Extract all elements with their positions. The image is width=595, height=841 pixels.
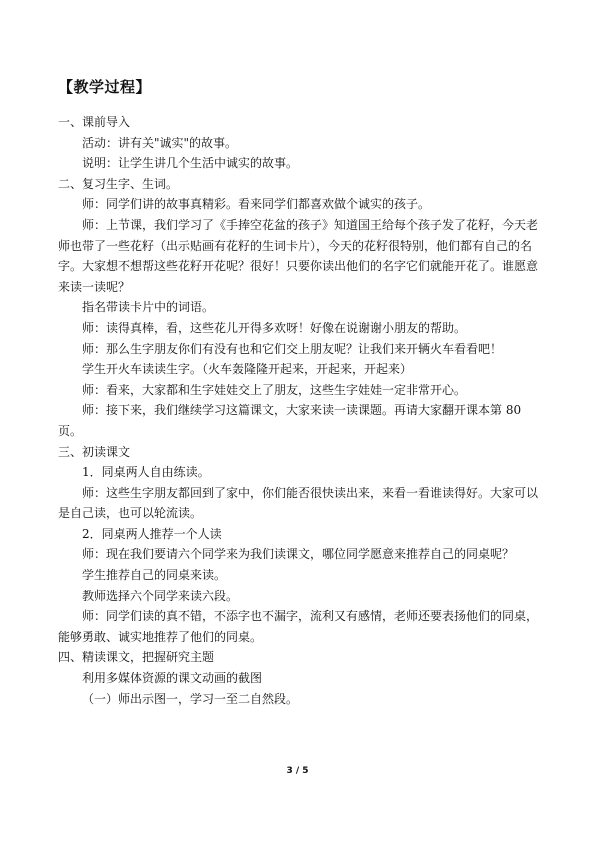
paragraph-line: 学生推荐自己的同桌来读。 [82, 568, 227, 583]
paragraph-line: 教师选择六个同学来读六段。 [82, 588, 239, 603]
paragraph-line: 师：上节课，我们学习了《手捧空花盆的孩子》知道国王给每个孩子发了花籽，今天老师也带了一些花籽（出示贴画有花籽的生词卡片），今天的花籽很特别，他们都有自己的名字。大家想不想帮这些花籽开花呢？很好！只要你读出他们的名字它们就能开花了。谁愿意来读一读呢？ [58, 217, 539, 294]
paragraph-line: 学生开火车读读生字。（火车轰隆隆开起来，开起来，开起来） [82, 362, 413, 377]
paragraph-line: 一、课前导入 [58, 115, 131, 129]
document-body [58, 112, 538, 709]
paragraph-line: 师：接下来，我们继续学习这篇课文，大家来读一读课题。再请大家翻开课本第 80 页。 [58, 403, 522, 438]
paragraph-line: 师：读得真棒，看，这些花儿开得多欢呀！好像在说谢谢小朋友的帮助。 [82, 320, 467, 335]
paragraph-line: 师：看来，大家都和生字娃娃交上了朋友，这些生字娃娃一定非常开心。 [82, 382, 467, 397]
paragraph-line: 活动：讲有关"诚实"的故事。 [82, 135, 238, 150]
paragraph-line: 师：这些生字朋友都回到了家中，你们能否很快读出来，来看一看谁读得好。大家可以是自己读，也可以轮流读。 [58, 485, 539, 521]
paragraph-line: 三、初读课文 [58, 444, 131, 459]
paragraph-line: 2．同桌两人推荐一个人读 [82, 526, 222, 541]
section-heading: 【教学过程】 [58, 78, 152, 96]
paragraph-line: 四、精读课文，把握研究主题 [58, 650, 215, 665]
paragraph-line: 师：同学们讲的故事真精彩。看来同学们都喜欢做个诚实的孩子。 [82, 197, 431, 212]
paragraph-line: 师：那么生字朋友你们有没有也和它们交上朋友呢？让我们来开辆火车看看吧！ [82, 341, 503, 356]
paragraph-line: （一）师出示图一，学习一至二自然段。 [82, 691, 299, 706]
paragraph-line: 1．同桌两人自由练读。 [82, 465, 210, 480]
paragraph-line: 二、复习生字、生词。 [58, 176, 179, 191]
paragraph-line: 利用多媒体资源的课文动画的截图 [82, 671, 263, 686]
paragraph-line: 指名带读卡片中的词语。 [82, 300, 215, 315]
paragraph-line: 师：现在我们要请六个同学来为我们读课文，哪位同学愿意来推荐自己的同桌呢？ [82, 547, 515, 562]
paragraph-line: 师：同学们读的真不错，不添字也不漏字，流利又有感情，老师还要表扬他们的同桌，能够勇敢、诚实地推荐了他们的同桌。 [58, 609, 539, 644]
paragraph-line: 说明：让学生讲几个生活中诚实的故事。 [82, 156, 299, 171]
page-number: 3 / 5 [286, 766, 309, 776]
